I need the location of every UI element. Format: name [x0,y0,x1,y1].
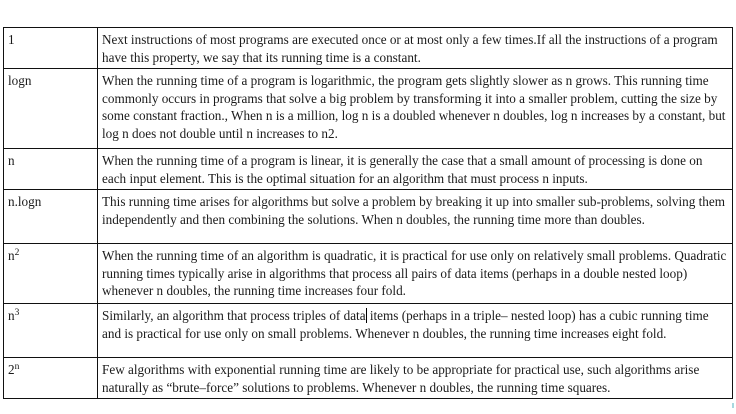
description-cell[interactable] [98,28,733,69]
description-text: When the running time of an algorithm is quadratic, it is practical for use only on relatively small problems. Quadratic running times typically arise in algorithms that process all pairs of data items (perhaps in a double nested loop) whenever n doubles, the running time increases four fold. [102,248,727,298]
description-text: This running time arises for algorithms but solve a problem by breaking it up into smaller sub-problems, solving them independently and then combining the solutions. When n doubles, the running time more than doubles. [102,194,726,227]
order-label: n.logn [8,194,42,209]
table-row [4,69,733,149]
order-cell[interactable] [4,244,98,304]
table-row [4,304,733,358]
order-cell[interactable] [4,304,98,358]
description-cell[interactable] [98,149,733,190]
description-text: Next instructions of most programs are executed once or at most only a few times.If all the instructions of a program have this property, we say that its running time is a constant. [102,32,718,65]
corner-scroll-indicator [732,403,734,408]
order-exponent: 2 [14,248,20,258]
order-cell[interactable] [4,149,98,190]
order-exponent: 3 [14,308,20,318]
table-row [4,28,733,69]
order-label: n [8,153,15,168]
description-text: Few algorithms with exponential running time are likely to be appropriate for practical use, such algorithms arise naturally as “brute–force” solutions to problems. Whenever n doubles, the running time squares. [102,362,700,395]
description-cell[interactable] [98,304,733,358]
table-row [4,190,733,244]
description-cell[interactable] [98,190,733,244]
order-cell[interactable] [4,28,98,69]
description-cell[interactable] [98,244,733,304]
table-row [4,358,733,399]
order-exponent: n [14,362,20,372]
table-row [4,244,733,304]
description-text-after-cursor: items (perhaps in a triple– nested loop) has a cubic running time and is practical for use only on small problems. Whenever n doubles, the running time increases eight fold. [102,308,709,341]
description-text-before-cursor: Similarly, an algorithm that process triples of data [102,308,366,323]
order-label: 1 [8,32,15,47]
description-cell[interactable] [98,358,733,399]
order-label: n [8,308,15,323]
description-cell[interactable] [98,69,733,149]
order-cell[interactable] [4,358,98,399]
order-label: 2 [8,362,15,377]
complexity-table [3,27,733,399]
order-label: n [8,248,15,263]
description-text: When the running time of a program is linear, it is generally the case that a small amount of processing is done on each input element. This is the optimal situation for an algorithm that must process n inputs. [102,153,703,186]
order-label: logn [8,73,32,88]
table-row [4,149,733,190]
order-cell[interactable] [4,190,98,244]
description-text: When the running time of a program is logarithmic, the program gets slightly slower as n grows. This running time commonly occurs in programs that solve a big problem by transforming it into a smaller problem, cutting the size by some constant fraction., When n is a million, log n is a doubled whenever n doubles, log n increases by a constant, but log n does not double until n increases to n2. [102,73,726,141]
order-cell[interactable] [4,69,98,149]
